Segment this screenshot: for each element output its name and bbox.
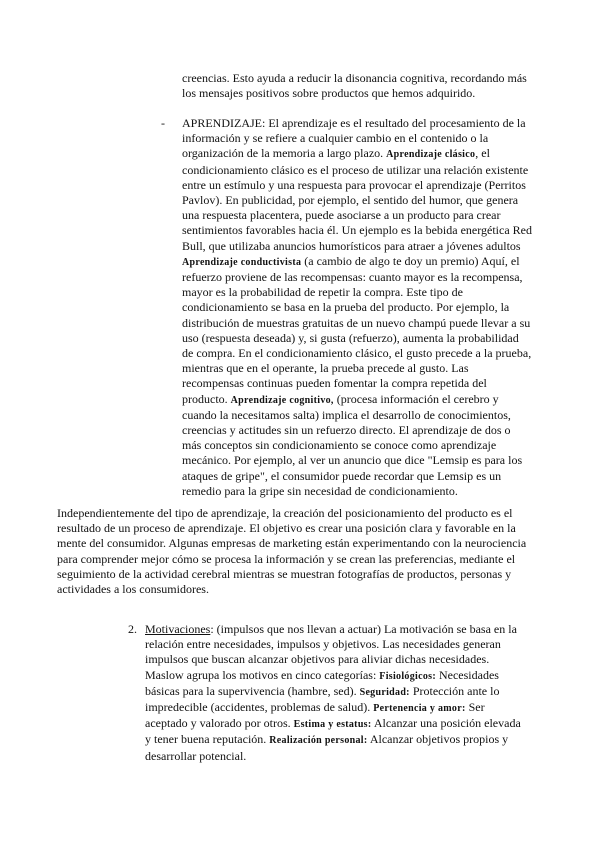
list-bullet: - bbox=[161, 116, 165, 130]
esteem-label: Estima y estatus: bbox=[293, 719, 372, 731]
classic-learning-label: Aprendizaje clásico bbox=[386, 149, 476, 161]
cognitive-learning-label: Aprendizaje cognitivo, bbox=[230, 394, 334, 406]
physiological-text: Necesidades básicas para la supervivencia (hambre, sed). bbox=[145, 667, 499, 698]
list-number: 2. bbox=[128, 622, 137, 636]
realization-label: Realización personal: bbox=[269, 735, 368, 747]
belonging-label: Pertenencia y amor: bbox=[373, 703, 466, 715]
conductive-learning-label: Aprendizaje conductivista bbox=[182, 256, 302, 268]
belonging-text: Ser aceptado y valorado por otros. bbox=[145, 700, 485, 731]
body-paragraph: Independientemente del tipo de aprendizaje, la creación del posicionamiento del producto es el resultado de un proceso de aprendizaje. El objetivo es crear una posición clara y favorable en la mente del consumidor. Algunas empresas de marketing están experimentando con la neurociencia para comprender mejor cómo se procesa la información y se crean las preferencias, mediante el seguimiento de la actividad cerebral mientras se muestran fotografías de productos, personas y actividades a los consumidores. bbox=[57, 506, 527, 597]
security-label: Seguridad: bbox=[359, 686, 410, 698]
cognitive-learning-text: (procesa información el cerebro y cuando la necesitamos salta) implica el desarrollo de conocimientos, creencias y actitudes sin un refuerzo directo. El aprendizaje de dos o más conceptos sin condicionamiento se conoce como aprendizaje mecánico. Por ejemplo, al ver un anuncio que dice "Lemsip es para los ataques de gripe", el consumidor puede recordar que Lemsip es un remedio para la gripe sin necesidad de condicionamiento. bbox=[182, 391, 523, 498]
esteem-text: Alcanzar una posición elevada y tener buena reputación. bbox=[145, 716, 521, 747]
physiological-label: Fisiológicos: bbox=[379, 670, 436, 682]
motivation-item bbox=[145, 622, 529, 764]
security-text: Protección ante lo impredecible (accidentes, problemas de salud). bbox=[145, 683, 500, 715]
conductive-learning-text: (a cambio de algo te doy un premio) Aquí, el refuerzo proviene de las recompensas: cuanto mayor es la recompensa, mayor es la probabilidad de repetir la compra. Este tipo de condicionamiento se basa en la prueba del producto. Por ejemplo, la distribución de muestras gratuitas de un nuevo champú puede llevar a su uso (respuesta deseada) y, si gusta (refuerzo), aumenta la probabilidad de compra. En el condicionamiento clásico, el gusto precede a la prueba, mientras que en el operante, la prueba precede al gusto. Las recompensas continuas pueden fomentar la compra repetida del producto. bbox=[182, 253, 532, 406]
classic-learning-text: , el condicionamiento clásico es el proceso de utilizar una relación existente entre un estímulo y una respuesta para provocar el aprendizaje (Perritos Pavlov). En publicidad, por ejemplo, el sentido del humor, que genera una respuesta placentera, puede asociarse a un producto para crear sentimientos favorables hacia él. Un ejemplo es la bebida energética Red Bull, que utilizaba anuncios humorísticos para atraer a jóvenes adultos bbox=[182, 146, 532, 253]
learning-item bbox=[182, 116, 532, 499]
motivation-intro: : (impulsos que nos llevan a actuar) La motivación se basa en la relación entre necesidades, impulsos y objetivos. Las necesidades generan impulsos que buscan alcanzar objetivos para aliviar dichas necesidades. Maslow agrupa los motivos en cinco categorías: bbox=[145, 622, 517, 682]
motivation-title: Motivaciones bbox=[145, 622, 211, 636]
continuation-text: creencias. Esto ayuda a reducir la disonancia cognitiva, recordando más los mensajes positivos sobre productos que hemos adquirido. bbox=[182, 71, 527, 101]
realization-text: Alcanzar objetivos propios y desarrollar potencial. bbox=[145, 732, 509, 763]
learning-intro: APRENDIZAJE: El aprendizaje es el resultado del procesamiento de la información y se refiere a cualquier cambio en el contenido o la organización de la memoria a largo plazo. bbox=[182, 116, 526, 161]
